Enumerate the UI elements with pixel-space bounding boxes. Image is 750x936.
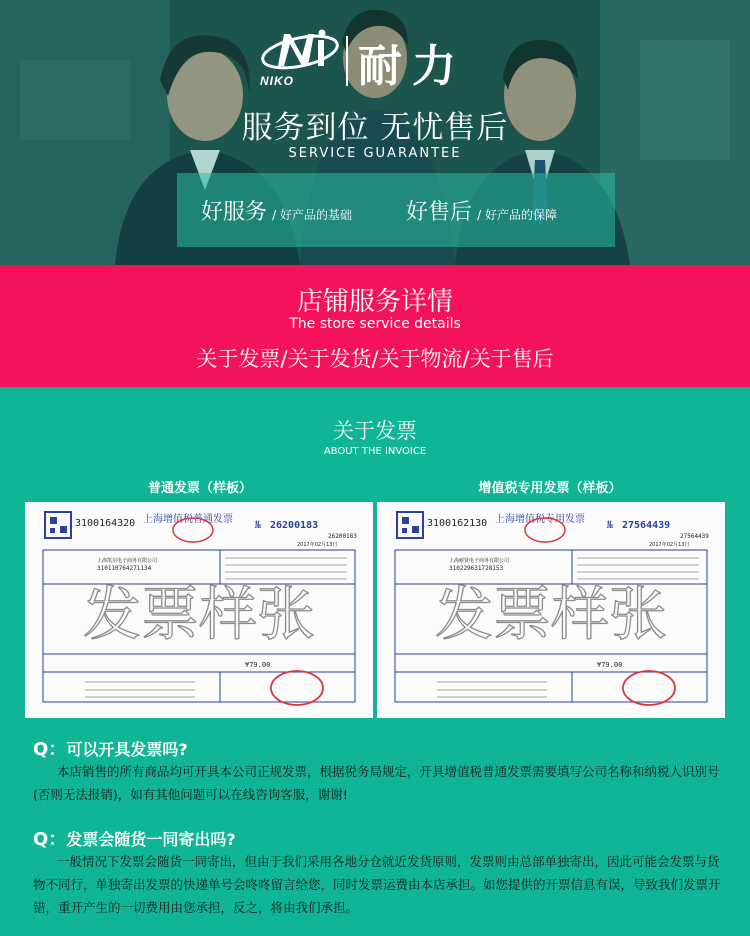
invoice-code: 3100162130	[427, 518, 488, 529]
invoice-date: 2017年02月13日	[649, 542, 690, 548]
faq-q-mark: Q：	[33, 739, 67, 760]
invoice-drawing	[25, 502, 373, 718]
invoice-watermark: 发票样张	[434, 580, 668, 648]
invoice-amount-small: ¥79.00	[245, 661, 271, 669]
hero-subtitle: SERVICE GUARANTEE	[288, 146, 462, 161]
brand-logo	[258, 26, 498, 92]
faq-q-mark: Q：	[33, 829, 67, 850]
invoice-number-prefix: №	[607, 520, 614, 531]
banner-subtitle: The store service details	[289, 316, 461, 332]
invoice-header: 上海增值税专用发票	[495, 514, 585, 525]
hero-title: 服务到位 无忧售后	[241, 110, 509, 146]
faq-question-text: 发票会随货一同寄出吗?	[66, 830, 236, 849]
brand-name-en: NIKO	[260, 74, 294, 88]
hero-item-good-service	[201, 195, 352, 226]
hero-item-main: 好服务	[201, 200, 268, 225]
faq-answer-1: 本店销售的所有商品均可开具本公司正规发票，根据税务局规定，开具增值税普通发票需要填写公司名称和纳税人识别号(否则无法报销)，如有其他问题可以在线咨询客服，谢谢!	[33, 764, 720, 802]
hero-section	[0, 0, 750, 265]
hero-item-main: 好售后	[406, 200, 473, 225]
invoice-watermark: 发票样张	[82, 580, 316, 648]
invoice-section-subtitle: ABOUT THE INVOICE	[323, 446, 427, 457]
faq-answer-2: 一般情况下发票会随货一同寄出，但由于我们采用各地分仓就近发货原则，发票则由总部单独寄出，因此可能会发票与货物不同行，单独寄出发票的快递单号会咚咚留言给您，同时发票运费由本店承担。如您提供的开票信息有误，导致我们发票开错，重开产生的一切费用由您承担，反之，将由我们承担。	[33, 854, 721, 915]
invoice-section-title: 关于发票	[333, 419, 417, 443]
invoice-header: 上海增值税普通发票	[143, 514, 233, 525]
store-service-banner	[0, 265, 750, 387]
faq-question-1	[33, 735, 188, 761]
invoice-buyer: 上海凯尔电子商务有限公司	[97, 558, 158, 564]
hero-item-note: / 好产品的基础	[272, 208, 352, 222]
invoice-sample-normal	[25, 502, 373, 718]
hero-item-good-aftersale	[406, 195, 557, 226]
banner-title: 店铺服务详情	[296, 287, 453, 317]
invoice-buyer: 上海耐贤电子商务有限公司	[449, 558, 510, 564]
invoice-number-small: 26200183	[328, 533, 357, 540]
invoice-amount-small: ¥79.00	[597, 661, 623, 669]
niko-logo-icon	[258, 26, 342, 76]
invoice-sample-vat	[377, 502, 725, 718]
hero-service-box	[177, 173, 615, 247]
invoice-number: 26200183	[270, 520, 319, 531]
invoice-tax-id: 310110764271134	[97, 565, 152, 572]
invoice-number-small: 27564439	[680, 533, 709, 540]
faq-question-text: 可以开具发票吗?	[66, 740, 188, 759]
banner-topic-links: 关于发票/关于发货/关于物流/关于售后	[196, 347, 554, 371]
invoice-label-normal: 普通发票（样板）	[147, 481, 252, 496]
invoice-number-prefix: №	[255, 520, 262, 531]
hero-item-note: / 好产品的保障	[477, 208, 557, 222]
faq-question-2	[33, 825, 236, 851]
invoice-code: 3100164320	[75, 518, 136, 529]
invoice-tax-id: 310229631728153	[449, 565, 504, 572]
invoice-drawing	[377, 502, 725, 718]
invoice-date: 2017年02月13日	[297, 542, 338, 548]
invoice-number: 27564439	[622, 520, 671, 531]
brand-name-cn: 耐力	[358, 41, 466, 92]
invoice-label-vat: 增值税专用发票（样板）	[478, 481, 622, 496]
logo-divider	[346, 36, 348, 86]
